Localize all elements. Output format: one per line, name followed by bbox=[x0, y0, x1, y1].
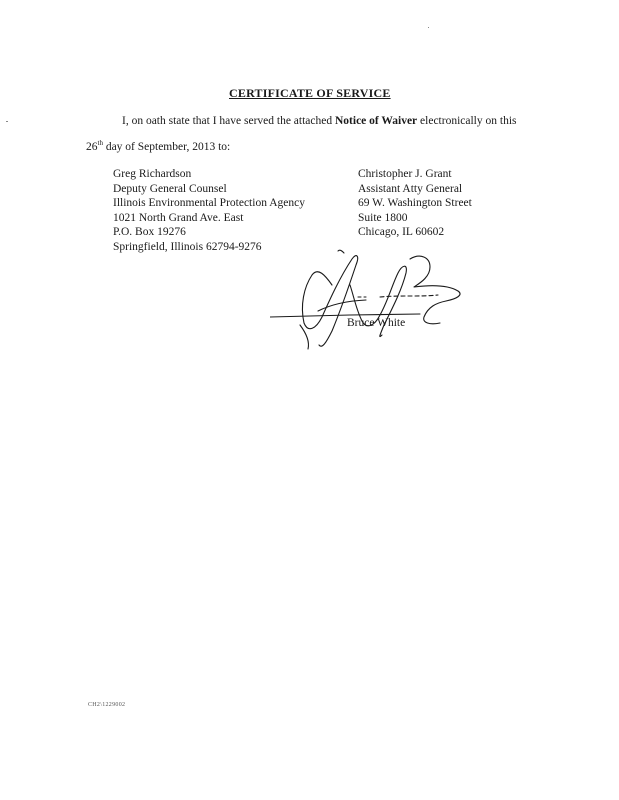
recipient-address-left bbox=[113, 167, 305, 255]
statement-bold: Notice of Waiver bbox=[334, 115, 418, 127]
address-line: Christopher J. Grant bbox=[358, 168, 452, 180]
address-line: Greg Richardson bbox=[113, 168, 192, 180]
statement-part2: electronically on this 26 bbox=[86, 115, 517, 153]
address-line: 69 W. Washington Street bbox=[358, 197, 472, 210]
scan-speck bbox=[428, 27, 429, 28]
signature-block bbox=[270, 245, 470, 355]
address-line: Deputy General Counsel bbox=[113, 182, 227, 195]
address-line: Chicago, IL 60602 bbox=[358, 226, 445, 239]
address-line: P.O. Box 19276 bbox=[113, 226, 186, 239]
service-statement bbox=[86, 110, 536, 158]
address-line: Assistant Atty General bbox=[358, 182, 463, 195]
address-line: 1021 North Grand Ave. East bbox=[113, 211, 244, 224]
address-line: Suite 1800 bbox=[358, 211, 408, 224]
address-line: Illinois Environmental Protection Agency bbox=[113, 197, 305, 210]
statement-part1: I, on oath state that I have served the attached bbox=[122, 115, 335, 127]
address-line: Springfield, Illinois 62794-9276 bbox=[113, 240, 262, 253]
recipient-address-right bbox=[358, 167, 472, 240]
statement-part3: day of September, 2013 to: bbox=[102, 140, 231, 153]
statement-superscript: th bbox=[97, 139, 103, 147]
scan-speck bbox=[6, 121, 8, 122]
signatory-name: Bruce White bbox=[347, 317, 406, 329]
document-title: CERTIFICATE OF SERVICE bbox=[229, 86, 391, 100]
handwritten-signature bbox=[270, 245, 470, 355]
document-footer-code: CH2\1229002 bbox=[88, 702, 126, 708]
